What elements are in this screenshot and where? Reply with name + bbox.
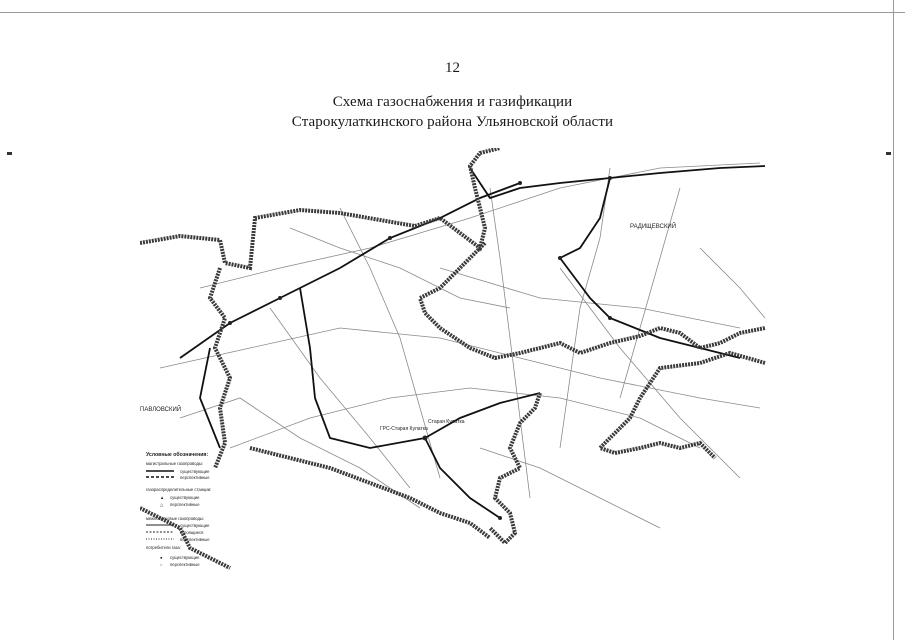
legend-main-existing: существующие — [180, 469, 210, 474]
settlement-marker — [608, 176, 612, 180]
legend-inter-building: строящиеся — [180, 530, 204, 535]
settlement-marker — [228, 321, 232, 325]
label-center: Старая Кулатка — [428, 419, 465, 425]
legend-section-stations: газораспределительные станции: — [146, 487, 212, 492]
label-grs: ГРС-Старая Кулатка — [380, 426, 428, 432]
settlements — [228, 176, 612, 520]
settlement-marker — [498, 516, 502, 520]
settlement-marker — [518, 181, 522, 185]
settlement-marker — [278, 296, 282, 300]
label-district-west: ПАВЛОВСКИЙ — [140, 407, 182, 413]
legend-station-planned: перспективные — [170, 502, 200, 507]
page-title-line-1: Схема газоснабжения и газификации — [332, 94, 573, 110]
legend-title: Условные обозначения: — [146, 452, 209, 458]
settlement-marker — [608, 316, 612, 320]
road-network — [160, 163, 765, 528]
legend-main-planned: перспективные — [180, 475, 210, 480]
legend-line-main-symbols — [146, 469, 176, 479]
settlement-marker-center — [423, 436, 428, 441]
map-legend — [146, 452, 248, 580]
legend-inter-planned: перспективные — [180, 537, 210, 542]
page-title-line-2: Старокулаткинского района Ульяновской области — [291, 114, 614, 130]
legend-station-existing: существующие — [170, 495, 200, 500]
legend-section-main: магистральные газопроводы: — [146, 461, 204, 466]
legend-station-symbol-open: △ — [160, 502, 164, 507]
legend-consumer-planned: перспективные — [170, 562, 200, 567]
legend-section-consumers: потребители газа: — [146, 545, 181, 550]
scan-edge-mark-right — [886, 152, 891, 155]
settlement-marker — [558, 256, 562, 260]
legend-section-inter: межпоселковые газопроводы: — [146, 516, 205, 521]
legend-line-inter-symbols — [146, 523, 176, 543]
settlement-marker — [388, 236, 392, 240]
legend-consumer-symbol-open: ○ — [160, 562, 163, 567]
legend-consumer-symbol-filled: ● — [160, 555, 163, 560]
legend-consumer-existing: существующие — [170, 555, 200, 560]
label-district-north: РАДИЩЕВСКИЙ — [630, 224, 677, 230]
scan-edge-mark-left — [7, 152, 12, 155]
gas-pipelines — [180, 166, 765, 518]
legend-station-symbol-filled: ▲ — [160, 495, 165, 500]
scan-border-top — [0, 12, 905, 13]
page-number: 12 — [445, 60, 460, 76]
legend-inter-existing: существующие — [180, 523, 210, 528]
